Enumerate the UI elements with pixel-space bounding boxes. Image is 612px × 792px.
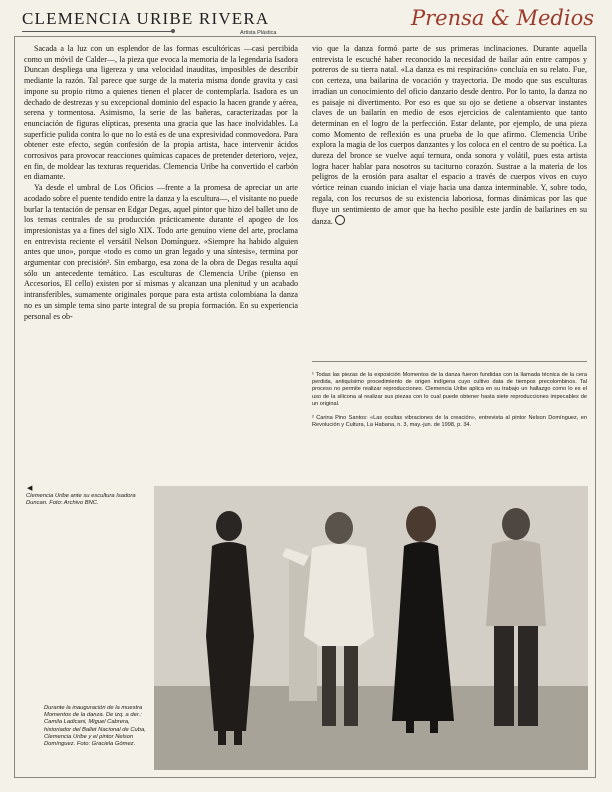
article-column-left [24, 44, 298, 322]
footnotes [312, 372, 587, 436]
author-role: Artista Plástica [240, 30, 277, 36]
circle-end-mark-icon [335, 215, 345, 225]
photo-illustration [154, 486, 588, 770]
footnote: ¹ Todas las piezas de la exposición Momentos de la danza fueron fundidas con la llamada técnica de la cera perdida, antiquísimo procedimiento de origen indígena cuyo cultivo data de tiempos precolombinos. Tal proceso no permite realizar reproducciones. Clemencia Uribe aplica en su trabajo un hallazgo como lo es el uso de la silicona al realizar sus piezas con lo cual puede obtener hasta siete reproducciones impecables de un original. [312, 372, 587, 407]
left-arrow-icon: ◀ [27, 484, 33, 492]
footnote-rule [312, 361, 587, 362]
section-title: Prensa & Medios [411, 6, 594, 30]
author-name: CLEMENCIA URIBE RIVERA [22, 9, 270, 28]
photo-caption-top: Clemencia Uribe ante su escultura Isadora Duncan. Foto: Archivo BNC. [26, 493, 136, 507]
paragraph: Sacada a la luz con un esplendor de las formas escultóricas —casi percibida como un móvil de Calder—, la pieza que evoca la memoria de la legendaria Isadora Duncan despliega una ligereza y una velocidad inauditas, imposibles de describir mediante la razón. Tal parece que surge de la materia misma donde gravita y casi impone su propio ritmo a quienes tienen el placer de contemplarla. Isadora es un dechado de destrezas y su excepcional dominio del espacio la hacen grande y aérea, serena y tormentosa. Asimismo, la serie de las bañeras, caracterizadas por la enunciación de figuras elípticas, presenta una gracia que las hace inolvidables. La superficie pulida contra lo que no lo está es de una expresividad conmovedora. Para obtener este efecto, según confesión de la propia artista, hace intervenir ácidos corrosivos para provocar reacciones químicas capaces de pretender deterioro, vejez, en fin, de moldear las texturas requeridas. Clemencia Uribe ha convertido el carbón en diamante. [24, 44, 298, 182]
photo-caption-bottom: Durante la inauguración de la muestra Momentos de la danza. De izq. a der.: Camila Ladicani, Miguel Cabrera, historiador del Ballet Nacional de Cuba, Clemencia Uribe y el pintor Nelson Domínguez. Foto: Graciela Gómez. [44, 705, 146, 748]
paragraph: Ya desde el umbral de Los Oficios —frente a la promesa de apreciar un arte acodado sobre el puente tendido entre la danza y la escultura—, el visitante no puede burlar la tentación de pensar en Edgar Degas, aquel pintor que hizo del ballet uno de los temas centrales de su producción prácticamente durante el apogeo de los impresionistas ya a fines del siglo XIX. Todo arte genuino viene del arte, proclama en entrevista reciente el versátil Nelson Domínguez. «Siempre ha habido alguien antes que uno», porque «todo es como un gran legado y una síntesis», termina por argumentar con precisión². Sin embargo, esa zona de la obra de Degas resulta aquí sólo un antecedente temático. Las esculturas de Clemencia Uribe (pienso en Accesorios, El cello) existen por sí mismas y alcanzan una plenitud y un acabado intransferibles, sumamente originales porque para esta artista colombiana la danza no es un simple tema sino parte integral de su propia formación. En su experiencia personal es ob- [24, 183, 298, 321]
header-rule [22, 31, 172, 32]
footnote: ² Carina Pino Santos: «Las ocultas vibraciones de la creación», entrevista al pintor Nelson Domínguez, en Revolución y Cultura, La Habana, n. 3, may.-jun. de 1998, p. 34. [312, 415, 587, 429]
article-column-right [312, 44, 587, 228]
exhibition-photo [154, 486, 588, 770]
paragraph: vio que la danza formó parte de sus primeras inclinaciones. Durante aquella entrevista le escuché haber reconocido la necesidad de bailar aún entre campos y potreros de su tierra natal. «La danza es mi respiración» concluía en su relato. Fue, con certeza, una bailarina de vocación y trayectoria. De modo que sus esculturas irradian un conocimiento del oficio danzario desde dentro. Por lo tanto, la danza no es paisaje ni divertimento. Por eso es que su ojo se detiene a observar instantes claves de un bailarín en medio de esos ejercicios de calentamiento que tanto determinan en el logro de la perfección. Estar delante, por ejemplo, de una pieza como Momento de reflexión es una prueba de lo que afirmo. Clemencia Uribe explora la magia de los cuerpos danzantes y los coloca en el centro de su poética. La dureza del bronce se vuelve aquí ternura, onda sonora y volátil, pues esta artista logra hacer hablar para nosotros su taciturno corazón. Sustrae a la materia de los peligros de la erosión para asaltar el espacio a través de cuerpos vivos en cuyo vórtice reinan cuando inician el viaje hacia una danza interminable. Y, sobre todo, regala, con los recursos de su existencia laboriosa, formas dinámicas por las que fluye un sentimiento de amor que ha hecho posible este jardín de bailarines en su danza. [312, 44, 587, 227]
header-dot [171, 29, 175, 33]
